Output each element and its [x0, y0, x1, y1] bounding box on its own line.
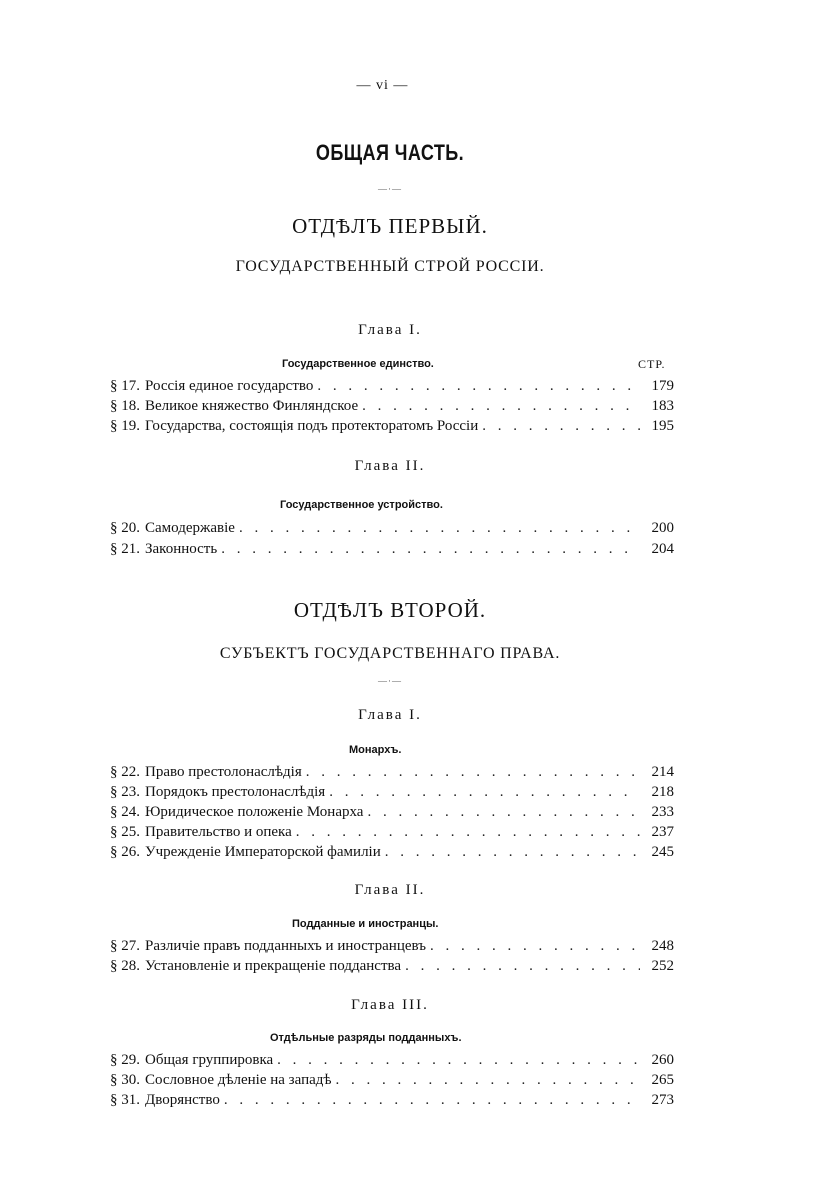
toc-entry[interactable] — [110, 958, 674, 978]
toc-entry[interactable] — [110, 398, 674, 418]
toc-entry-number: § 18. — [110, 398, 140, 414]
page-number: — vi — — [356, 78, 409, 93]
toc-entry-page: 265 — [651, 1072, 674, 1088]
toc-entry-title: Общая группировка — [145, 1052, 274, 1068]
toc-entry-number: § 30. — [110, 1072, 140, 1088]
dot-leader — [482, 418, 640, 435]
toc-entry[interactable] — [110, 784, 674, 804]
chapter-title: Глава I. — [358, 322, 422, 338]
toc-entry-number: § 23. — [110, 784, 140, 800]
toc-entry-page: 195 — [651, 418, 674, 434]
chapter-title: Глава I. — [358, 707, 422, 723]
toc-entry[interactable] — [110, 764, 674, 784]
toc-entry-number: § 21. — [110, 541, 140, 557]
section-title-second: ОТДѢЛЪ ВТОРОЙ. — [293, 598, 487, 622]
toc-entry-page: 252 — [651, 958, 674, 974]
dot-leader — [239, 520, 640, 537]
toc-entry-number: § 27. — [110, 938, 140, 954]
toc-entry-title: Учрежденіе Императорской фамиліи — [145, 844, 381, 860]
chapter-heading: Монархъ. — [349, 744, 402, 756]
chapter-heading: Подданные и иностранцы. — [292, 918, 439, 930]
dot-leader — [224, 1092, 640, 1109]
toc-entry-number: § 20. — [110, 520, 140, 536]
dot-leader — [277, 1052, 640, 1069]
toc-entry[interactable] — [110, 541, 674, 561]
dot-leader — [296, 824, 640, 841]
toc-entry-number: § 19. — [110, 418, 140, 434]
toc-entry[interactable] — [110, 378, 674, 398]
toc-entry-page: 248 — [651, 938, 674, 954]
toc-entry-title: Порядокъ престолонаслѣдія — [145, 784, 326, 800]
toc-entry[interactable] — [110, 804, 674, 824]
toc-entry[interactable] — [110, 1052, 674, 1072]
dot-leader — [405, 958, 640, 975]
toc-entry-page: 204 — [651, 541, 674, 557]
page-column-label: СТР. — [638, 357, 666, 371]
chapter-title: Глава II. — [354, 458, 426, 474]
toc-entry-title: Установленіе и прекращеніе подданства — [145, 958, 402, 974]
toc-entry-number: § 24. — [110, 804, 140, 820]
toc-entry[interactable] — [110, 1092, 674, 1112]
toc-entry-number: § 29. — [110, 1052, 140, 1068]
toc-entry-title: Великое княжество Финляндское — [145, 398, 359, 414]
toc-entry-page: 245 — [651, 844, 674, 860]
toc-entry-page: 214 — [651, 764, 674, 780]
toc-entry[interactable] — [110, 1072, 674, 1092]
toc-entry-title: Дворянство — [145, 1092, 220, 1108]
toc-entry-page: 260 — [651, 1052, 674, 1068]
section-subtitle-first: ГОСУДАРСТВЕННЫЙ СТРОЙ РОССІИ. — [235, 258, 545, 275]
toc-entry-page: 179 — [651, 378, 674, 394]
toc-entry-page: 218 — [651, 784, 674, 800]
toc-entry[interactable] — [110, 418, 674, 438]
chapter-title: Глава II. — [354, 882, 426, 898]
toc-entry-page: 237 — [651, 824, 674, 840]
toc-entry-number: § 26. — [110, 844, 140, 860]
chapter-heading: Отдѣльные разряды подданныхъ. — [270, 1032, 462, 1044]
section-title-first: ОТДѢЛЪ ПЕРВЫЙ. — [292, 214, 488, 238]
dot-leader — [317, 378, 640, 395]
toc-entry-title: Законность — [145, 541, 218, 557]
toc-entry-title: Юридическое положеніе Монарха — [145, 804, 364, 820]
divider-rule: —·— — [378, 184, 402, 194]
toc-entry-number: § 28. — [110, 958, 140, 974]
dot-leader — [430, 938, 640, 955]
toc-entry-title: Государства, состоящія подъ протекторатомъ Россіи — [145, 418, 479, 434]
toc-entry-title: Право престолонаслѣдія — [145, 764, 302, 780]
dot-leader — [336, 1072, 640, 1089]
chapter-title: Глава III. — [351, 997, 429, 1013]
toc-entry-number: § 17. — [110, 378, 140, 394]
dot-leader — [221, 541, 640, 558]
toc-entry-title: Сословное дѣленіе на западѣ — [145, 1072, 332, 1088]
part-title: ОБЩАЯ ЧАСТЬ. — [315, 140, 465, 165]
toc-entry-title: Россія единое государство — [145, 378, 314, 394]
toc-entry[interactable] — [110, 844, 674, 864]
chapter-heading: Государственное единство. — [282, 358, 434, 370]
toc-entry[interactable] — [110, 938, 674, 958]
toc-entry-number: § 22. — [110, 764, 140, 780]
toc-entry[interactable] — [110, 520, 674, 540]
dot-leader — [367, 804, 640, 821]
toc-entry-title: Самодержавіе — [145, 520, 235, 536]
chapter-heading: Государственное устройство. — [280, 499, 443, 511]
section-subtitle-second: СУБЪЕКТЪ ГОСУДАРСТВЕННАГО ПРАВА. — [219, 645, 561, 662]
toc-entry-page: 200 — [651, 520, 674, 536]
toc-entry-page: 273 — [651, 1092, 674, 1108]
toc-entry-page: 183 — [651, 398, 674, 414]
toc-entry-number: § 25. — [110, 824, 140, 840]
dot-leader — [329, 784, 640, 801]
dot-leader — [362, 398, 640, 415]
toc-entry-title: Различіе правъ подданныхъ и иностранцевъ — [145, 938, 426, 954]
dot-leader — [385, 844, 640, 861]
toc-entry[interactable] — [110, 824, 674, 844]
dot-leader — [306, 764, 640, 781]
toc-entry-page: 233 — [651, 804, 674, 820]
toc-entry-title: Правительство и опека — [145, 824, 292, 840]
divider-rule: —·— — [378, 676, 402, 686]
toc-entry-number: § 31. — [110, 1092, 140, 1108]
